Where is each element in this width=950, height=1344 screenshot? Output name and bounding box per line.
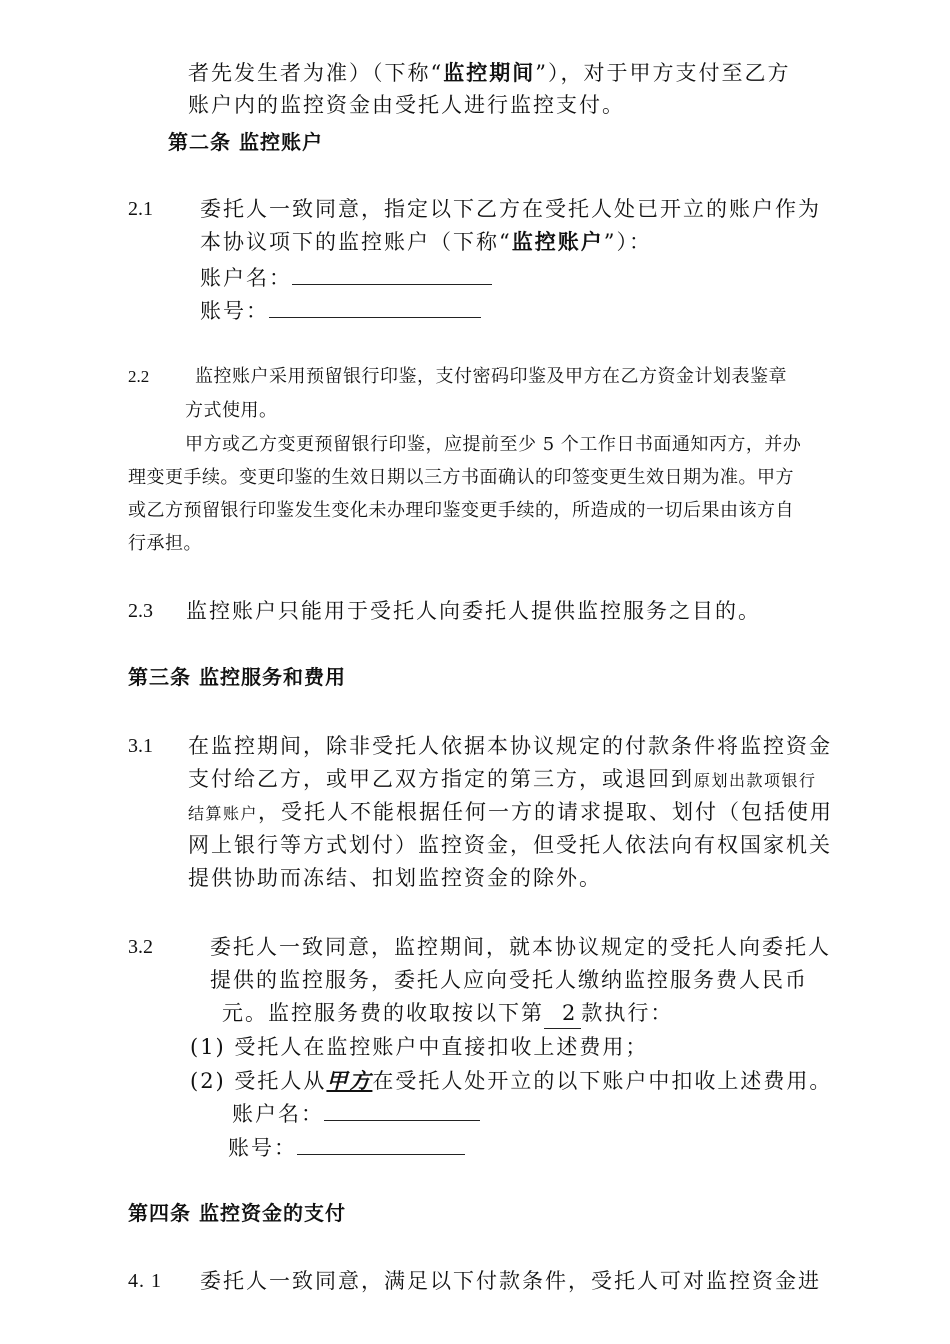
intro-text: ”），对于甲方支付至乙方 bbox=[535, 61, 791, 85]
clause-3-1-line-3 bbox=[188, 797, 833, 829]
fee-option-1: (1) 受托人在监控账户中直接扣收上述费用； bbox=[190, 1035, 649, 1059]
clause-text: ，受托人不能根据任何一方的请求提取、划付（包括使用 bbox=[258, 800, 834, 824]
clause-text: 本协议项下的监控账户（下称“ bbox=[200, 230, 512, 254]
account-name-label: 账户名： bbox=[232, 1102, 324, 1126]
clause-2-2-line-2: 方式使用。 bbox=[185, 400, 278, 421]
clause-3-2-line-1: 委托人一致同意，监控期间，就本协议规定的受托人向委托人 bbox=[210, 935, 831, 959]
clause-3-1-line-2 bbox=[188, 764, 817, 796]
fee-account-number-blank[interactable] bbox=[297, 1132, 465, 1155]
clause-number: 2.1 bbox=[128, 198, 153, 220]
clause-text: 支付给乙方，或甲乙双方指定的第三方，或退回到 bbox=[188, 767, 694, 791]
clause-text: 元。监控服务费的收取按以下第 bbox=[222, 1001, 544, 1025]
clause-3-2-line-2: 提供的监控服务，委托人应向受托人缴纳监控服务费人民币 bbox=[210, 968, 808, 992]
defined-term: 监控期间 bbox=[443, 60, 536, 85]
clause-2-3-line-1: 监控账户只能用于受托人向委托人提供监控服务之目的。 bbox=[186, 599, 761, 623]
clause-2-2-line-3: 甲方或乙方变更预留银行印鉴，应提前至少 5 个工作日书面通知丙方，并办 bbox=[185, 434, 802, 455]
account-name-row bbox=[200, 262, 492, 293]
clause-number: 3.1 bbox=[128, 735, 153, 757]
account-name-blank[interactable] bbox=[292, 262, 492, 285]
account-number-label: 账号： bbox=[228, 1136, 297, 1160]
intro-line-2: 账户内的监控资金由受托人进行监控支付。 bbox=[188, 93, 625, 117]
intro-text: 者先发生者为准）（下称“ bbox=[188, 61, 444, 85]
clause-2-2-line-4: 理变更手续。变更印鉴的生效日期以三方书面确认的印签变更生效日期为准。甲方 bbox=[128, 467, 794, 488]
clause-2-2-line-5: 或乙方预留银行印鉴发生变化未办理印鉴变更手续的，所造成的一切后果由该方自 bbox=[128, 500, 794, 521]
clause-text-small: 原划出款项银行 bbox=[694, 771, 817, 790]
fee-account-name-blank[interactable] bbox=[324, 1098, 480, 1121]
article-2-title: 第二条 监控账户 bbox=[168, 130, 323, 154]
account-number-label: 账号： bbox=[200, 299, 269, 323]
clause-text: (2) 受托人从 bbox=[190, 1069, 327, 1093]
article-4-title: 第四条 监控资金的支付 bbox=[128, 1201, 346, 1225]
account-number-blank[interactable] bbox=[269, 295, 481, 318]
clause-text-small: 结算账户 bbox=[188, 804, 259, 823]
clause-3-1-line-5: 提供协助而冻结、扣划监控资金的除外。 bbox=[188, 866, 602, 890]
defined-term: 监控账户 bbox=[511, 229, 604, 254]
clause-2-2-line-6: 行承担。 bbox=[128, 533, 202, 554]
clause-number: 2.3 bbox=[128, 600, 153, 622]
clause-3-1-line-1: 在监控期间，除非受托人依据本协议规定的付款条件将监控资金 bbox=[188, 734, 832, 758]
clause-4-1-line-1: 委托人一致同意，满足以下付款条件，受托人可对监控资金进 bbox=[200, 1269, 821, 1293]
clause-number: 4. 1 bbox=[128, 1270, 162, 1292]
clause-text: 在受托人处开立的以下账户中扣收上述费用。 bbox=[372, 1069, 833, 1093]
option-number-field[interactable]: 2 bbox=[544, 998, 581, 1029]
fee-option-2 bbox=[190, 1066, 832, 1096]
account-name-label: 账户名： bbox=[200, 266, 292, 290]
clause-number: 3.2 bbox=[128, 936, 153, 958]
clause-number: 2.2 bbox=[128, 367, 150, 386]
clause-2-1-line-2 bbox=[200, 227, 652, 257]
fee-account-number-row bbox=[228, 1132, 465, 1163]
account-number-row bbox=[200, 295, 481, 326]
clause-2-1-line-1: 委托人一致同意，指定以下乙方在受托人处已开立的账户作为 bbox=[200, 197, 821, 221]
article-3-title: 第三条 监控服务和费用 bbox=[128, 665, 346, 689]
clause-text: ”）： bbox=[603, 230, 652, 254]
party-name: 甲方 bbox=[326, 1068, 373, 1093]
fee-account-name-row bbox=[232, 1098, 480, 1129]
clause-3-1-line-4: 网上银行等方式划付）监控资金，但受托人依法向有权国家机关 bbox=[188, 833, 832, 857]
clause-3-2-line-3 bbox=[222, 998, 673, 1029]
clause-text: 款执行： bbox=[581, 1001, 674, 1025]
intro-line-1 bbox=[188, 58, 791, 88]
clause-2-2-line-1: 监控账户采用预留银行印鉴，支付密码印鉴及甲方在乙方资金计划表鉴章 bbox=[195, 366, 787, 387]
